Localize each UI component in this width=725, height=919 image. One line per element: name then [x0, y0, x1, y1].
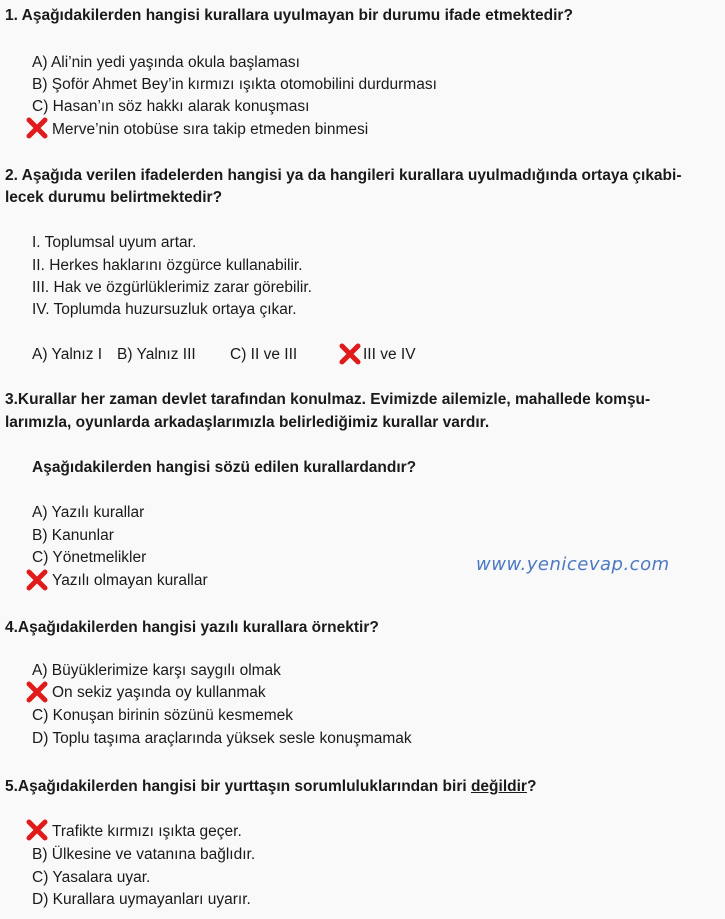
q2-option-d: III ve IV [363, 346, 416, 363]
q2-option-c: C) II ve III [230, 346, 298, 363]
q3-option-d: Yazılı olmayan kurallar [52, 572, 208, 589]
answer-x-mark-icon [26, 819, 48, 841]
question-4: 4.Aşağıdakilerden hangisi yazılı kurallara örnektir? [5, 619, 379, 636]
answer-x-mark-icon [339, 343, 361, 365]
q1-option-b: B) Şoför Ahmet Bey’in kırmızı ışıkta otomobilini durdurması [32, 76, 437, 93]
q1-option-d: Merve’nin otobüse sıra takip etmeden binmesi [52, 121, 369, 138]
question-2-line-2: lecek durumu belirtmektedir? [5, 189, 223, 206]
site-watermark: www.yenicevap.com [476, 554, 670, 575]
q2-statement-2: II. Herkes haklarını özgürce kullanabilir. [32, 257, 303, 274]
question-2-line-1: 2. Aşağıda verilen ifadelerden hangisi ya da hangileri kurallara uyulmadığında ortaya çıkabi- [5, 167, 682, 184]
q1-option-c: C) Hasan’ın söz hakkı alarak konuşması [32, 98, 310, 115]
answer-x-mark-icon [26, 569, 48, 591]
question-5-mark: ? [526, 778, 537, 795]
question-5-text: 5.Aşağıdakilerden hangisi bir yurttaşın sorumluluklarından biri [5, 778, 471, 795]
q5-option-d: D) Kurallara uymayanları uyarır. [32, 891, 251, 908]
question-3-prompt: Aşağıdakilerden hangisi sözü edilen kurallardandır? [32, 459, 417, 476]
q4-option-b: On sekiz yaşında oy kullanmak [52, 684, 266, 701]
q4-option-c: C) Konuşan birinin sözünü kesmemek [32, 707, 294, 724]
question-5-underlined-word: değildir [470, 778, 527, 795]
q3-option-c: C) Yönetmelikler [32, 549, 147, 566]
question-5 [5, 775, 717, 799]
q5-option-b: B) Ülkesine ve vatanına bağlıdır. [32, 846, 256, 863]
q5-option-a: Trafikte kırmızı ışıkta geçer. [52, 823, 242, 840]
q2-statement-4: IV. Toplumda huzursuzluk ortaya çıkar. [32, 301, 297, 318]
answer-x-mark-icon [26, 117, 48, 139]
question-1: 1. Aşağıdakilerden hangisi kurallara uyulmayan bir durumu ifade etmektedir? [5, 7, 573, 24]
question-3-line-2: larımızla, oyunlarda arkadaşlarımızla belirlediğimiz kurallar vardır. [5, 414, 490, 431]
q4-option-d: D) Toplu taşıma araçlarında yüksek sesle konuşmamak [32, 730, 412, 747]
question-3-line-1: 3.Kurallar her zaman devlet tarafından konulmaz. Evimizde ailemizle, mahallede komşu- [5, 391, 651, 408]
q2-option-b: B) Yalnız III [117, 346, 196, 363]
q1-option-a: A) Ali’nin yedi yaşında okula başlaması [32, 54, 300, 71]
q5-option-c: C) Yasalara uyar. [32, 869, 151, 886]
q4-option-a: A) Büyüklerimize karşı saygılı olmak [32, 662, 281, 679]
answer-x-mark-icon [26, 681, 48, 703]
q3-option-a: A) Yazılı kurallar [32, 504, 145, 521]
q2-statement-3: III. Hak ve özgürlüklerimiz zarar görebilir. [32, 279, 312, 296]
q3-option-b: B) Kanunlar [32, 527, 114, 544]
q2-statement-1: I. Toplumsal uyum artar. [32, 234, 197, 251]
q2-option-a: A) Yalnız I [32, 346, 103, 363]
